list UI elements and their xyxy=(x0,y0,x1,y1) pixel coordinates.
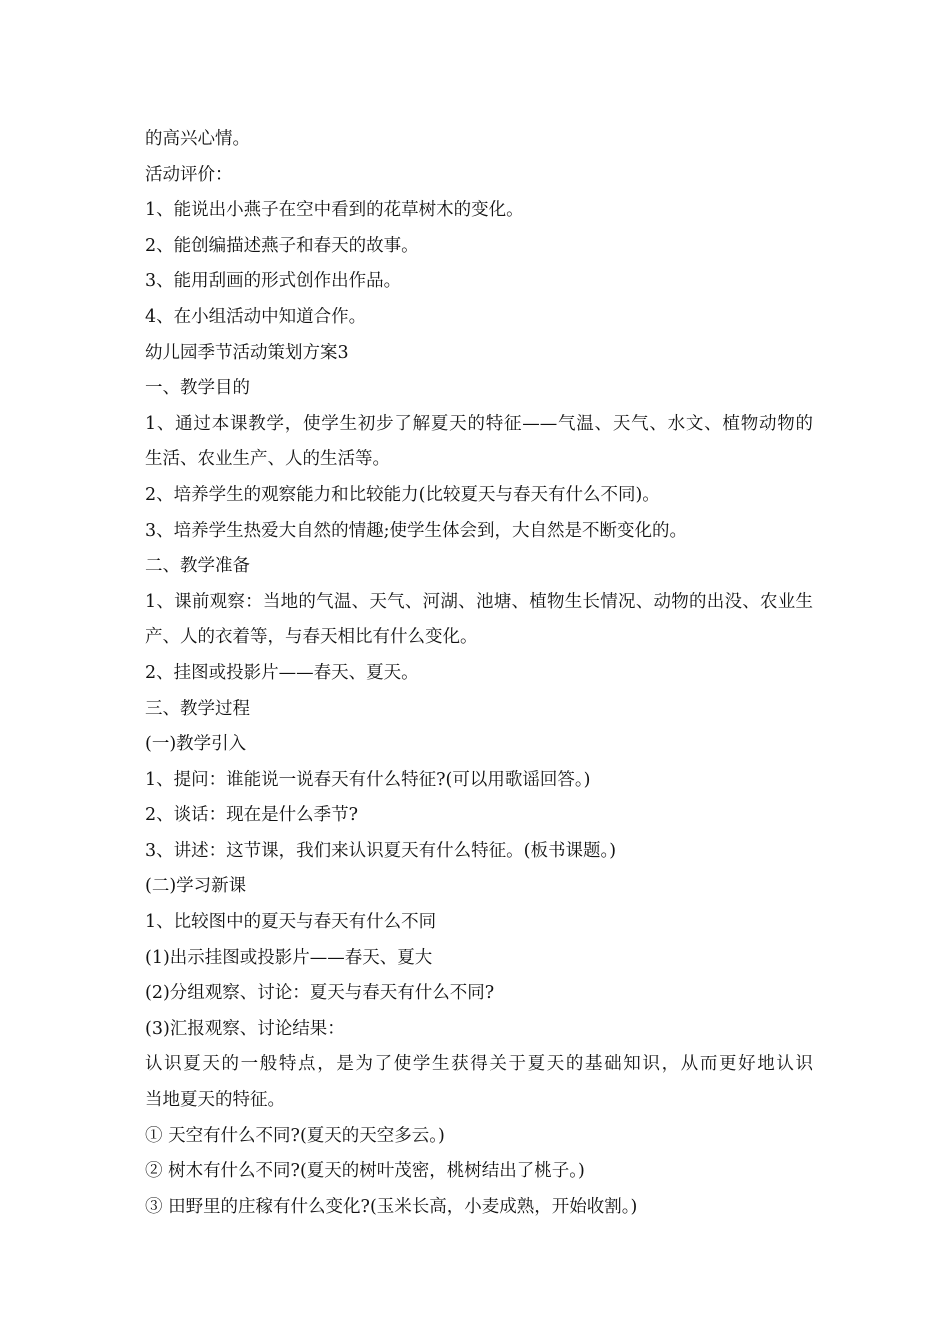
list-item: (1)出示挂图或投影片——春天、夏大 xyxy=(145,947,433,968)
list-item: 1、课前观察：当地的气温、天气、河湖、池塘、植物生长情况、动物的出没、农业生 xyxy=(145,591,813,612)
list-item: 1、能说出小燕子在空中看到的花草树木的变化。 xyxy=(145,200,524,221)
subsection-heading: (二)学习新课 xyxy=(145,876,247,897)
list-item: 2、培养学生的观察能力和比较能力(比较夏天与春天有什么不同)。 xyxy=(145,484,660,505)
list-item: 3、培养学生热爱大自然的情趣;使学生体会到，大自然是不断变化的。 xyxy=(145,520,688,541)
text-line: 当地夏天的特征。 xyxy=(145,1090,285,1111)
list-item: 3、讲述：这节课，我们来认识夏天有什么特征。(板书课题。) xyxy=(145,840,617,861)
list-item: 1、提问：谁能说一说春天有什么特征?(可以用歌谣回答。) xyxy=(145,769,591,790)
list-item: 4、在小组活动中知道合作。 xyxy=(145,306,367,327)
list-item: 2、能创编描述燕子和春天的故事。 xyxy=(145,235,419,256)
text-line: 产、人的衣着等，与春天相比有什么变化。 xyxy=(145,627,478,648)
list-item: 2、挂图或投影片——春天、夏天。 xyxy=(145,662,419,683)
list-item: ① 天空有什么不同?(夏天的天空多云。) xyxy=(145,1125,445,1146)
subsection-heading: (一)教学引入 xyxy=(145,734,247,755)
list-item: (3)汇报观察、讨论结果： xyxy=(145,1018,345,1039)
list-item: (2)分组观察、讨论：夏天与春天有什么不同? xyxy=(145,983,495,1004)
section-heading: 三、教学过程 xyxy=(145,698,250,719)
list-item: 1、通过本课教学，使学生初步了解夏天的特征——气温、天气、水文、植物动物的 xyxy=(145,413,813,434)
text-line: 生活、农业生产、人的生活等。 xyxy=(145,449,390,470)
section-heading: 一、教学目的 xyxy=(145,378,250,399)
document-body xyxy=(145,122,813,1225)
list-item: ② 树木有什么不同?(夏天的树叶茂密，桃树结出了桃子。) xyxy=(145,1161,585,1182)
text-line: 认识夏天的一般特点，是为了使学生获得关于夏天的基础知识，从而更好地认识 xyxy=(145,1054,813,1075)
section-label-activity-evaluation: 活动评价： xyxy=(145,164,233,185)
section-heading: 二、教学准备 xyxy=(145,556,250,577)
list-item: ③ 田野里的庄稼有什么变化?(玉米长高，小麦成熟，开始收割。) xyxy=(145,1196,638,1217)
section-title: 幼儿园季节活动策划方案3 xyxy=(145,342,349,363)
list-item: 3、能用刮画的形式创作出作品。 xyxy=(145,271,402,292)
list-item: 2、谈话：现在是什么季节? xyxy=(145,805,359,826)
list-item: 1、比较图中的夏天与春天有什么不同 xyxy=(145,912,437,933)
text-line: 的高兴心情。 xyxy=(145,129,250,149)
